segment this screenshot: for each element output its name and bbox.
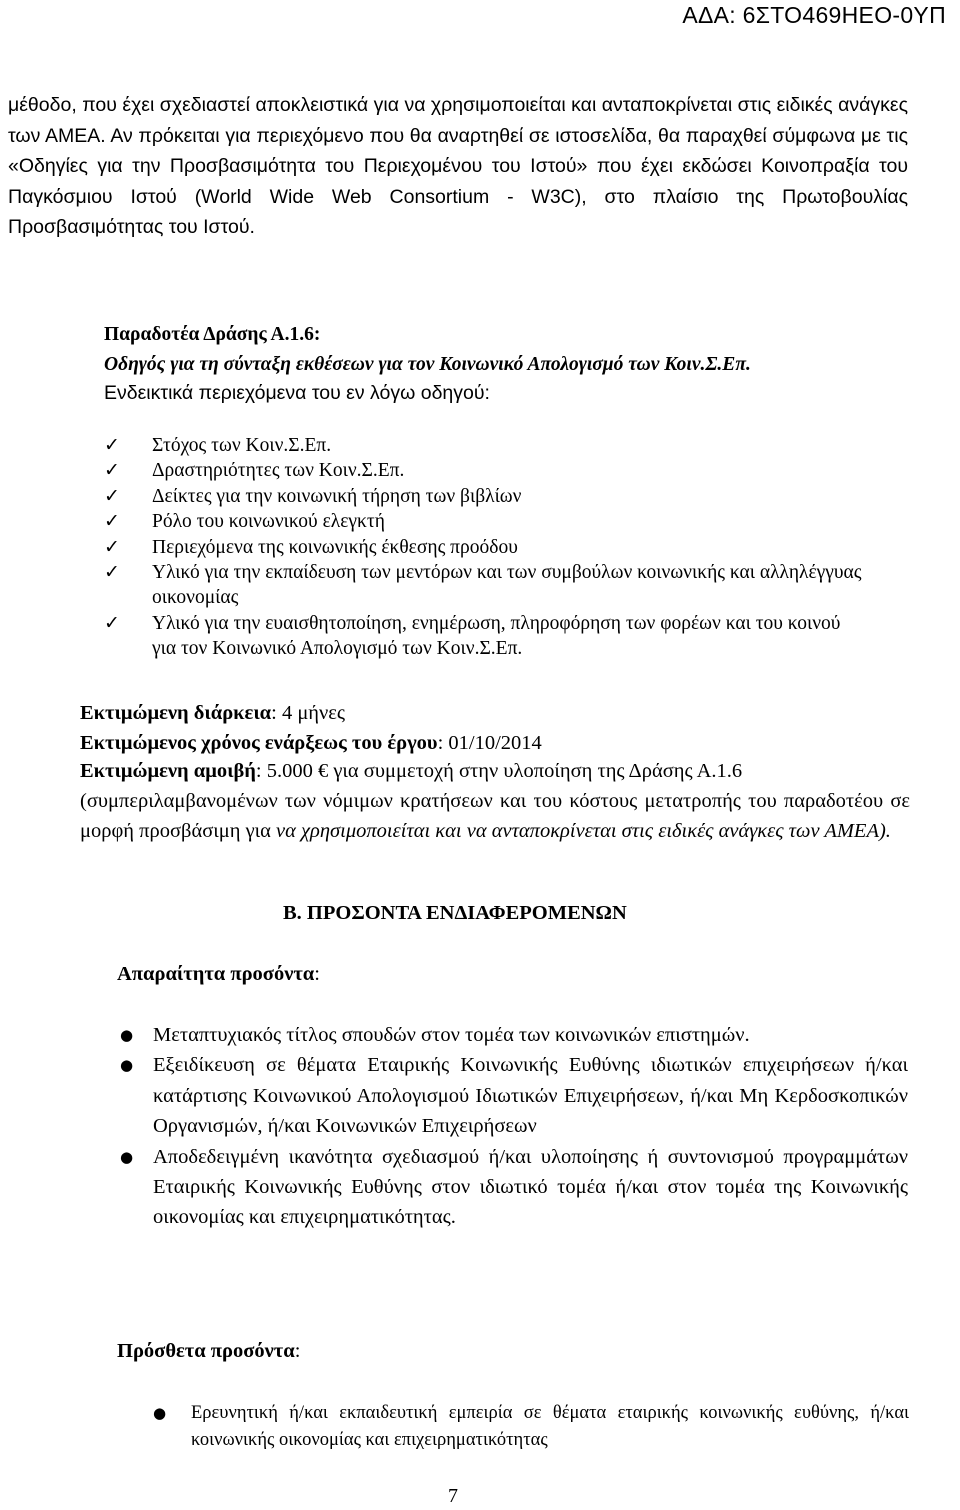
deliverable-checklist	[104, 433, 864, 662]
fee-line	[80, 760, 910, 783]
checkmark-icon: ✓	[104, 510, 120, 533]
required-qualifications-list	[120, 1020, 908, 1233]
checkmark-icon: ✓	[104, 484, 120, 507]
intro-paragraph: μέθοδο, που έχει σχεδιαστεί αποκλειστικά για να χρησιμοποιείται και ανταποκρίνεται στις ειδικές ανάγκες των ΑΜΕΑ. Αν πρόκειται για περιεχόμενο που θα αναρτηθεί σε ιστοσελίδα, θα παραχθεί σύμφωνα με τις «Οδηγίες για την Προσβασιμότητα του Περιεχομένου του Ιστού» που έχει εκδώσει Κοινοπραξία του Παγκόσμιου Ιστού (World Wide Web Consortium - W3C), στο πλαίσιο της Πρωτοβουλίας Προσβασιμότητας του Ιστού.	[8, 94, 908, 239]
checkmark-icon: ✓	[104, 611, 120, 634]
checklist-item-text: Δείκτες για την κοινωνική τήρηση των βιβλίων	[152, 485, 522, 507]
required-label-text: Απαραίτητα προσόντα	[117, 963, 315, 985]
duration-line	[80, 702, 910, 725]
bullet-icon: ●	[120, 1147, 134, 1166]
checklist-item	[104, 535, 864, 560]
duration-label: Εκτιμώμενη διάρκεια	[80, 702, 272, 724]
page-number: 7	[448, 1485, 458, 1507]
list-item-text: Αποδεδειγμένη ικανότητα σχεδιασμού ή/και υλοποίησης ή συντονισμού προγραμμάτων Εταιρικής Κοινωνικής Ευθύνης στον ιδιωτικό τομέα ή/και στον τομέα της Κοινωνικής οικονομίας και επιχειρηματικότητας.	[153, 1145, 908, 1229]
additional-label-colon: :	[294, 1340, 301, 1362]
bullet-icon: ●	[120, 1026, 134, 1044]
checklist-item	[104, 509, 864, 534]
additional-qualifications-list	[153, 1400, 909, 1454]
checkmark-icon: ✓	[104, 434, 120, 456]
additional-label-text: Πρόσθετα προσόντα	[117, 1340, 295, 1362]
bullet-icon: ●	[153, 1404, 167, 1422]
fee-label: Εκτιμώμενη αμοιβή	[80, 760, 256, 782]
deliverable-intro: Ενδεικτικά περιεχόμενα του εν λόγω οδηγού:	[104, 382, 490, 404]
start-label: Εκτιμώμενος χρόνος ενάρξεως του έργου	[80, 732, 438, 754]
checklist-item-text: Υλικό για την εκπαίδευση των μεντόρων και των συμβούλων κοινωνικής και αλληλέγγυας οικονομίας	[152, 562, 862, 609]
start-value: : 01/10/2014	[437, 732, 542, 754]
checklist-item	[104, 611, 864, 662]
ada-code: ΑΔΑ: 6ΣΤΟ469ΗΕΟ-0ΥΠ	[682, 2, 946, 28]
checkmark-icon: ✓	[104, 535, 120, 558]
checklist-item	[104, 433, 864, 458]
start-line	[80, 732, 910, 755]
deliverable-title: Παραδοτέα Δράσης Α.1.6:	[104, 324, 321, 345]
checklist-item-text: Υλικό για την ευαισθητοποίηση, ενημέρωση, πληροφόρηση των φορέων και του κοινού για τον Κοινωνικό Απολογισμό των Κοιν.Σ.Επ.	[152, 612, 841, 660]
list-item-text: Μεταπτυχιακός τίτλος σπουδών στον τομέα των κοινωνικών επιστημών.	[153, 1024, 750, 1046]
list-item	[153, 1400, 909, 1454]
additional-qualifications-label	[117, 1340, 300, 1363]
list-item	[120, 1020, 908, 1050]
checklist-item	[104, 484, 864, 509]
deliverable-subtitle: Οδηγός για τη σύνταξη εκθέσεων για τον Κοινωνικό Απολογισμό των Κοιν.Σ.Επ.	[104, 354, 751, 375]
bullet-icon: ●	[120, 1056, 134, 1075]
checkmark-icon: ✓	[104, 459, 120, 482]
required-label-colon: :	[314, 963, 320, 985]
list-item	[120, 1050, 908, 1141]
required-qualifications-label	[117, 963, 320, 986]
checklist-item-text: Ρόλο του κοινωνικού ελεγκτή	[152, 511, 385, 533]
checkmark-icon: ✓	[104, 561, 120, 584]
checklist-item	[104, 560, 864, 611]
cost-note-text: (συμπεριλαμβανομένων των νόμιμων κρατήσεων και του κόστους μετατροπής του παραδοτέου σε μορφή προσβάσιμη για	[80, 790, 910, 843]
fee-value: : 5.000 € για συμμετοχή στην υλοποίηση της Δράσης Α.1.6	[255, 760, 743, 782]
duration-value: : 4 μήνες	[271, 702, 346, 724]
cost-note-italic: να χρησιμοποιείται και να ανταποκρίνεται στις ειδικές ανάγκες των ΑΜΕΑ).	[276, 820, 891, 843]
checklist-item	[104, 458, 864, 483]
checklist-item-text: Δραστηριότητες των Κοιν.Σ.Επ.	[152, 460, 405, 482]
list-item-text: Ερευνητική ή/και εκπαιδευτική εμπειρία σε θέματα εταιρικής κοινωνικής ευθύνης, ή/και κοινωνικής οικονομίας και επιχειρηματικότητας	[191, 1403, 909, 1450]
list-item	[120, 1142, 908, 1233]
section-b-heading: Β. ΠΡΟΣΟΝΤΑ ΕΝΔΙΑΦΕΡΟΜΕΝΩΝ	[283, 902, 627, 924]
checklist-item-text: Περιεχόμενα της κοινωνικής έκθεσης προόδου	[152, 536, 518, 558]
checklist-item-text: Στόχος των Κοιν.Σ.Επ.	[152, 435, 332, 456]
cost-note	[80, 786, 910, 847]
list-item-text: Εξειδίκευση σε θέματα Εταιρικής Κοινωνικής Ευθύνης ιδιωτικών επιχειρήσεων ή/και κατάρτισης Κοινωνικού Απολογισμού Ιδιωτικών Επιχειρήσεων, ή/και Μη Κερδοσκοπικών Οργανισμών, ή/και Κοινωνικών Επιχειρήσεων	[153, 1054, 908, 1138]
